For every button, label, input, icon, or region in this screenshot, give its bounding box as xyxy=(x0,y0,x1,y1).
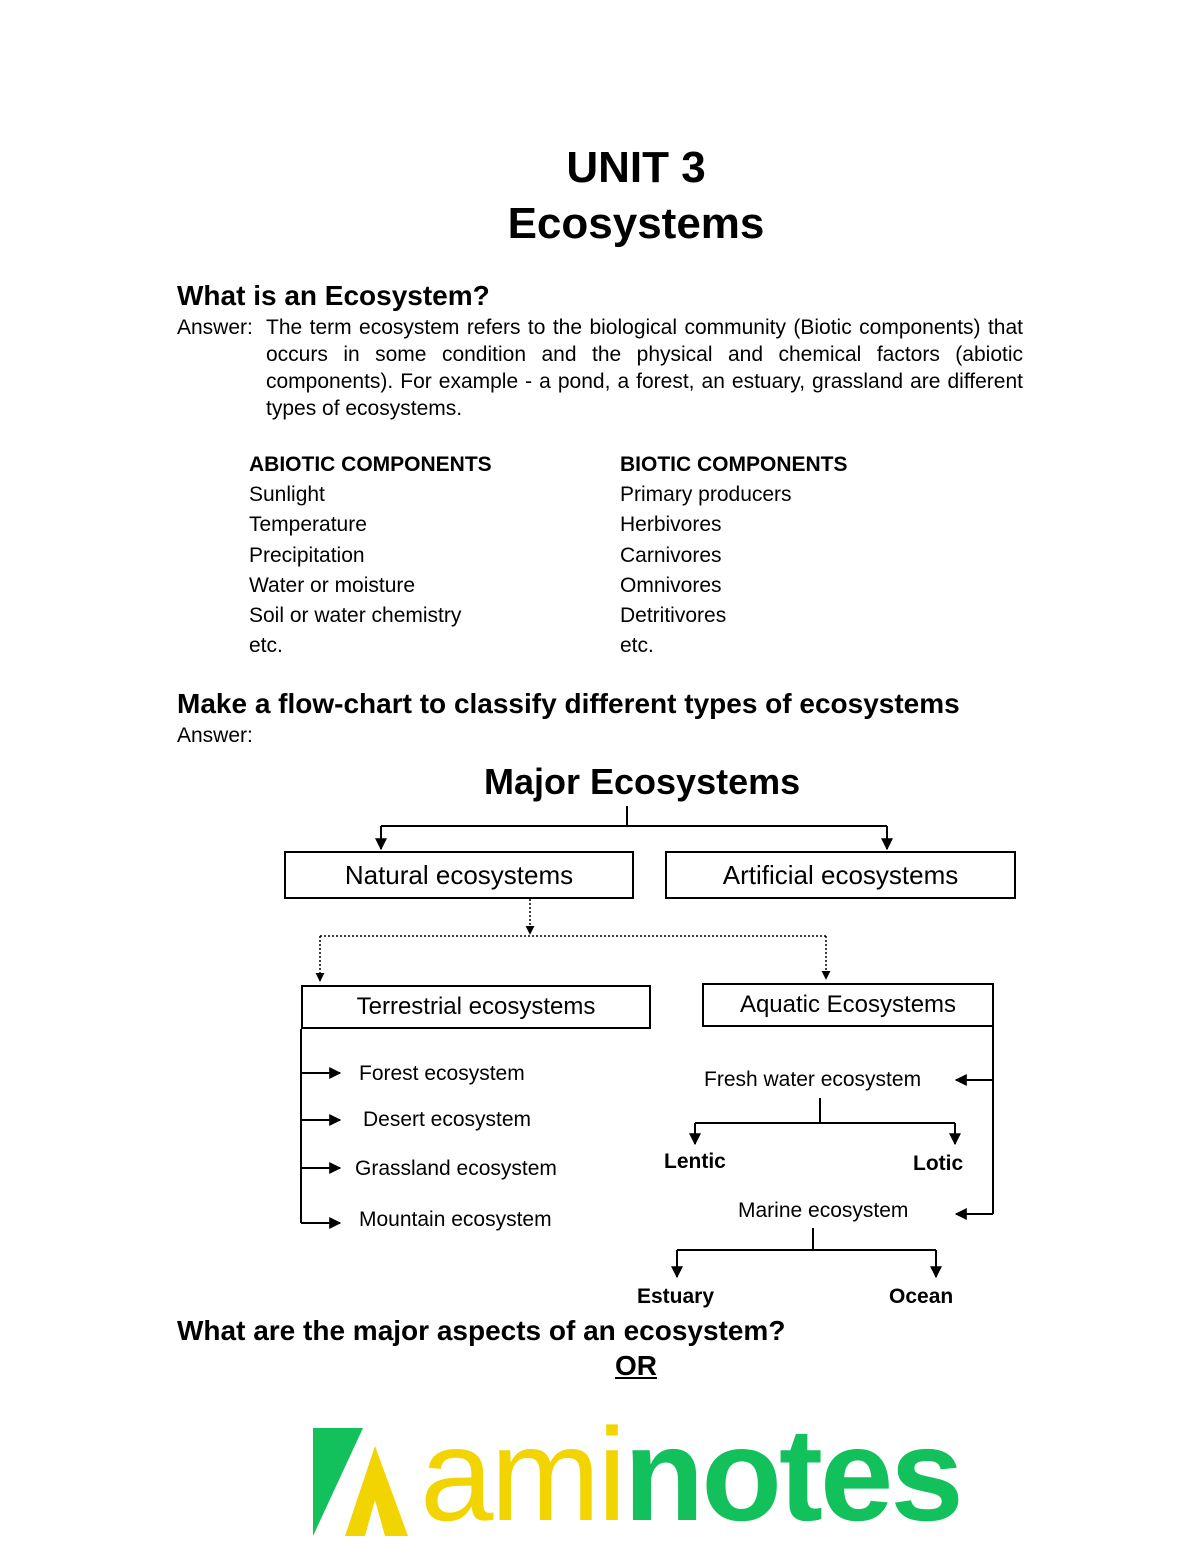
logo-part-ami: ami xyxy=(420,1401,624,1548)
lentic-label: Lentic xyxy=(664,1150,726,1173)
lotic-label: Lotic xyxy=(913,1152,964,1175)
estuary-label: Estuary xyxy=(637,1285,715,1308)
artificial-ecosystems-box: Artificial ecosystems xyxy=(665,851,1016,899)
list-item: Soil or water chemistry xyxy=(249,604,462,628)
list-item: Precipitation xyxy=(249,543,365,567)
list-item: etc. xyxy=(620,634,654,658)
aminotes-wordmark xyxy=(420,1400,961,1550)
list-item: Carnivores xyxy=(620,543,722,567)
list-item: Temperature xyxy=(249,513,367,537)
question-flow-chart: Make a flow-chart to classify different types of ecosystems xyxy=(177,688,960,719)
answer-text: The term ecosystem refers to the biological community (Biotic components) that occurs in some condition and the physical and chemical factors (abiotic components). For example - a pond, a forest, an estuary, grassland are different types of ecosystems. xyxy=(266,316,1023,420)
list-item: etc. xyxy=(249,634,283,658)
list-item: Sunlight xyxy=(249,483,325,507)
terrestrial-ecosystems-box: Terrestrial ecosystems xyxy=(301,985,651,1029)
biotic-heading: BIOTIC COMPONENTS xyxy=(620,453,848,476)
answer-label: Answer: xyxy=(177,316,253,339)
question-major-aspects: What are the major aspects of an ecosystem? xyxy=(177,1315,786,1346)
fresh-water-ecosystem-label: Fresh water ecosystem xyxy=(704,1068,922,1091)
or-label: OR xyxy=(615,1350,657,1381)
mountain-ecosystem-label: Mountain ecosystem xyxy=(359,1208,552,1231)
page-title: Ecosystems xyxy=(507,199,765,248)
list-item: Detritivores xyxy=(620,604,727,628)
ocean-label: Ocean xyxy=(889,1285,954,1308)
marine-ecosystem-label: Marine ecosystem xyxy=(738,1199,909,1222)
list-item: Herbivores xyxy=(620,513,722,537)
unit-title: UNIT 3 xyxy=(566,143,706,192)
list-item: Primary producers xyxy=(620,483,792,507)
aminotes-logo-icon xyxy=(313,1428,413,1540)
aquatic-ecosystems-box: Aquatic Ecosystems xyxy=(702,983,994,1027)
natural-ecosystems-box: Natural ecosystems xyxy=(284,851,634,899)
answer-label-2: Answer: xyxy=(177,724,253,747)
logo-part-notes: notes xyxy=(623,1401,961,1548)
abiotic-heading: ABIOTIC COMPONENTS xyxy=(249,453,492,476)
forest-ecosystem-label: Forest ecosystem xyxy=(359,1062,525,1085)
flowchart-root: Major Ecosystems xyxy=(484,761,801,802)
question-what-is-ecosystem: What is an Ecosystem? xyxy=(177,280,490,311)
desert-ecosystem-label: Desert ecosystem xyxy=(363,1108,532,1131)
grassland-ecosystem-label: Grassland ecosystem xyxy=(355,1157,557,1180)
list-item: Omnivores xyxy=(620,573,722,597)
list-item: Water or moisture xyxy=(249,573,416,597)
